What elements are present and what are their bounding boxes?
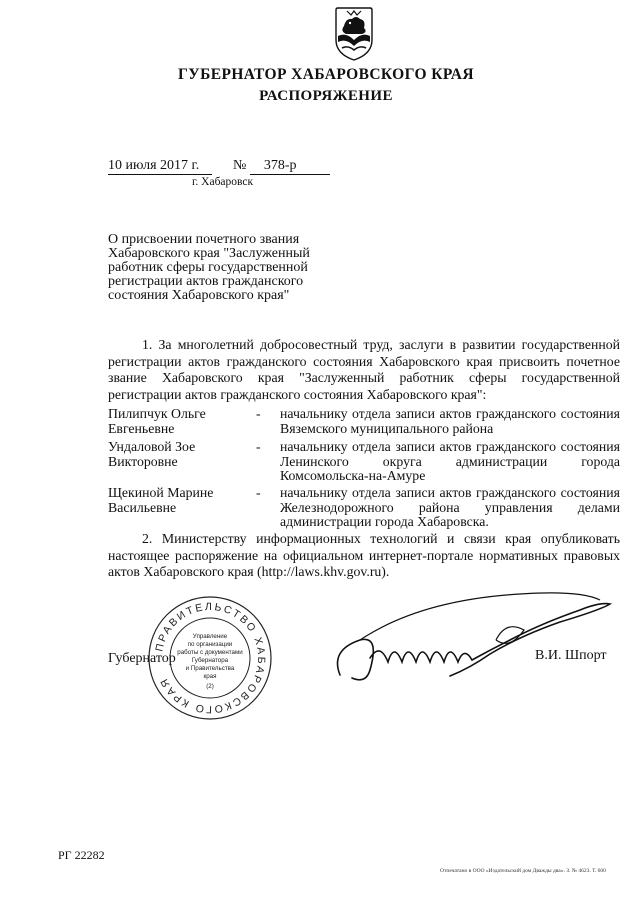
svg-text:ПРАВИТЕЛЬСТВО ХАБАРОВСКОГО КРА: ПРАВИТЕЛЬСТВО ХАБАРОВСКОГО КРАЯ (153, 600, 268, 716)
coat-of-arms-emblem (330, 6, 378, 62)
svg-text:по организации: по организации (187, 641, 233, 648)
date-number-line (108, 158, 330, 175)
svg-text:работы с документами: работы с документами (177, 649, 243, 656)
registration-number: РГ 22282 (58, 848, 105, 862)
recipient-dash: - (256, 439, 261, 454)
recipient-dash: - (256, 406, 261, 421)
recipient-name: Пилипчук Ольге Евгеньевне (108, 406, 206, 436)
signer-position: Губернатор (108, 651, 176, 666)
number-sign: № (233, 158, 247, 173)
document-number: 378-р (250, 158, 330, 175)
recipient-dash: - (256, 485, 261, 500)
svg-text:Губернатора: Губернатора (191, 657, 229, 664)
svg-text:и Правительства: и Правительства (185, 665, 235, 672)
header-title: ГУБЕРНАТОР ХАБАРОВСКОГО КРАЯ (178, 66, 474, 83)
svg-text:Управление: Управление (192, 633, 228, 640)
recipient-row (108, 407, 620, 436)
recipient-position: начальнику отдела записи актов гражданского состояния Ленинского округа администрации города Комсомольска-на-Амуре (280, 439, 620, 483)
document-subject: О присвоении почетного звания Хабаровского края "Заслуженный работник сферы государственной регистрации актов гражданского состояния Хабаровского края" (108, 232, 310, 303)
official-stamp (146, 594, 274, 722)
recipient-position: начальнику отдела записи актов гражданского состояния Вяземского муниципального района (280, 406, 620, 436)
recipient-name: Ундаловой Зое Викторовне (108, 439, 196, 469)
paragraph-1: 1. За многолетний добросовестный труд, заслуги в развитии государственной регистрации актов гражданского состояния Хабаровского края присвоить почетное звание Хабаровского края "Заслуженный работник сферы государственной регистрации актов гражданского состояния Хабаровского края": (108, 337, 620, 402)
city: г. Хабаровск (192, 176, 254, 188)
recipient-row (108, 486, 620, 530)
paragraph-2: 2. Министерству информационных технологий и связи края опубликовать настоящее распоряжение на официальном интернет-портале нормативных правовых актов Хабаровского края (http://laws.khv.gov.ru). (108, 531, 620, 579)
document-type: РАСПОРЯЖЕНИЕ (259, 88, 393, 104)
recipient-position: начальнику отдела записи актов гражданского состояния Железнодорожного района управления делами администрации города Хабаровска. (280, 485, 620, 529)
document-date: 10 июля 2017 г. (108, 158, 212, 175)
signer-name: В.И. Шпорт (535, 648, 607, 663)
recipient-row (108, 440, 620, 484)
printer-note: Отпечатано в ООО «Издательский дом Дважды два». З. № 4623. Т. 600 (440, 868, 606, 874)
svg-text:(2): (2) (206, 683, 214, 690)
svg-text:края: края (203, 673, 217, 680)
recipient-name: Щекиной Марине Васильевне (108, 485, 214, 515)
handwritten-signature (300, 580, 620, 700)
